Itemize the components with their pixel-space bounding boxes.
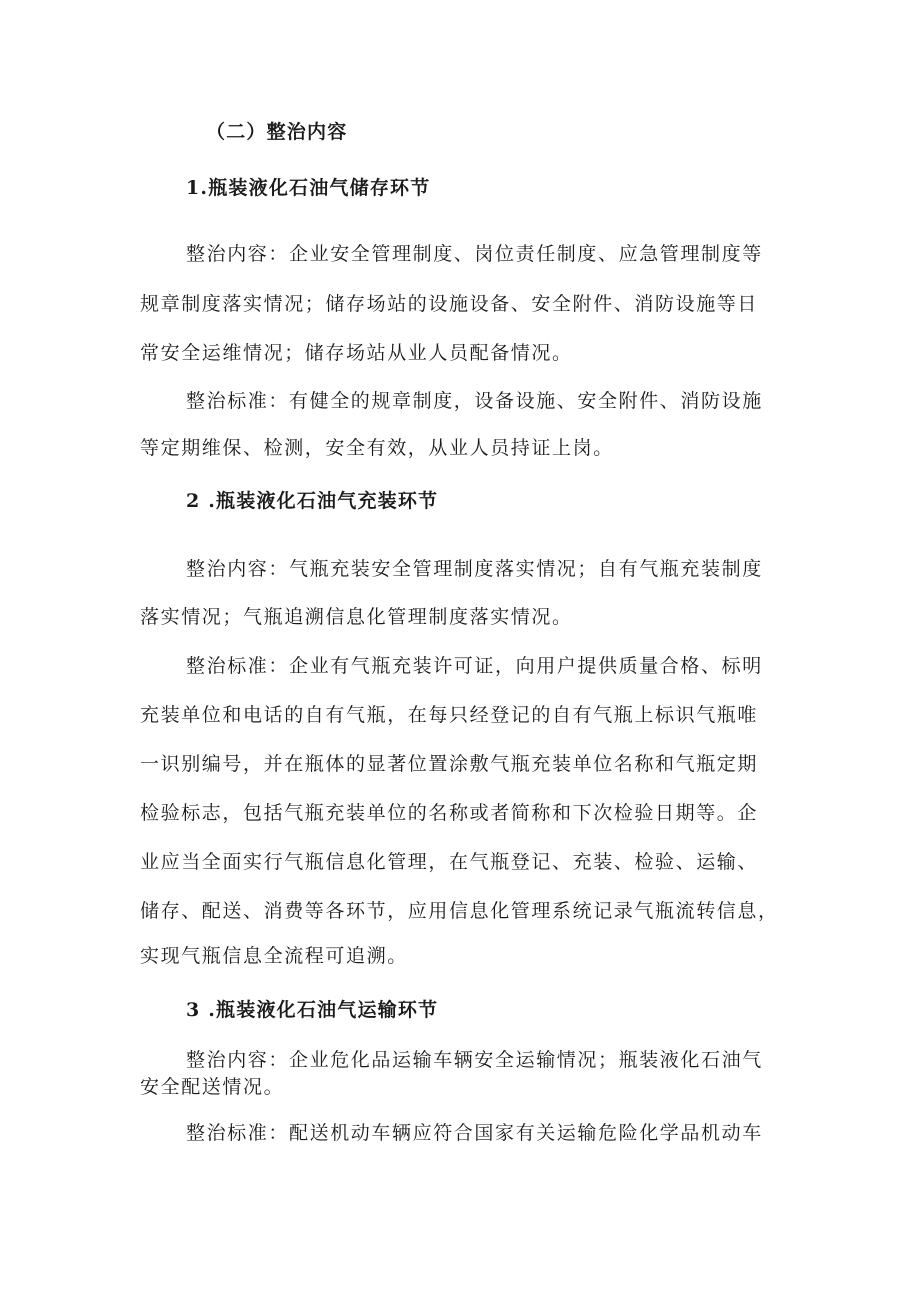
item-2-standard-line-7: 实现气瓶信息全流程可追溯。 <box>140 945 408 967</box>
item-1-content-line-2: 规章制度落实情况；储存场站的设施设备、安全附件、消防设施等日 <box>140 293 759 315</box>
item-2-standard-line-3: 一识别编号，并在瓶体的显著位置涂敷气瓶充装单位名称和气瓶定期 <box>140 753 759 775</box>
item-2-content-line-1: 整治内容：气瓶充装安全管理制度落实情况；自有气瓶充装制度 <box>186 558 763 580</box>
section-title: （二）整治内容 <box>206 121 348 143</box>
item-3-content-line-1: 整治内容：企业危化品运输车辆安全运输情况；瓶装液化石油气 <box>186 1049 763 1071</box>
item-3-title: 3 .瓶装液化石油气运输环节 <box>186 999 439 1021</box>
item-2-standard-line-2: 充装单位和电话的自有气瓶，在每只经登记的自有气瓶上标识气瓶唯 <box>140 704 759 726</box>
item-1-content-line-3: 常安全运维情况；储存场站从业人员配备情况。 <box>140 342 573 364</box>
item-2-standard-line-5: 业应当全面实行气瓶信息化管理，在气瓶登记、充装、检验、运输、 <box>140 851 759 873</box>
item-2-content-line-2: 落实情况；气瓶追溯信息化管理制度落实情况。 <box>140 606 573 628</box>
item-1-title: 1.瓶装液化石油气储存环节 <box>186 177 431 199</box>
item-3-content-line-2: 安全配送情况。 <box>140 1076 285 1098</box>
item-3-standard-line-1: 整治标准：配送机动车辆应符合国家有关运输危险化学品机动车 <box>186 1122 763 1144</box>
item-1-content-line-1: 整治内容：企业安全管理制度、岗位责任制度、应急管理制度等 <box>186 243 763 265</box>
item-1-standard-line-2: 等定期维保、检测，安全有效，从业人员持证上岗。 <box>140 437 614 459</box>
item-2-standard-line-1: 整治标准：企业有气瓶充装许可证，向用户提供质量合格、标明 <box>186 655 763 677</box>
item-2-standard-line-6: 储存、配送、消费等各环节，应用信息化管理系统记录气瓶流转信息， <box>140 900 779 922</box>
item-2-standard-line-4: 检验标志，包括气瓶充装单位的名称或者简称和下次检验日期等。企 <box>140 802 759 824</box>
item-1-standard-line-1: 整治标准：有健全的规章制度，设备设施、安全附件、消防设施 <box>186 390 763 412</box>
item-2-title: 2 .瓶装液化石油气充装环节 <box>186 490 439 512</box>
